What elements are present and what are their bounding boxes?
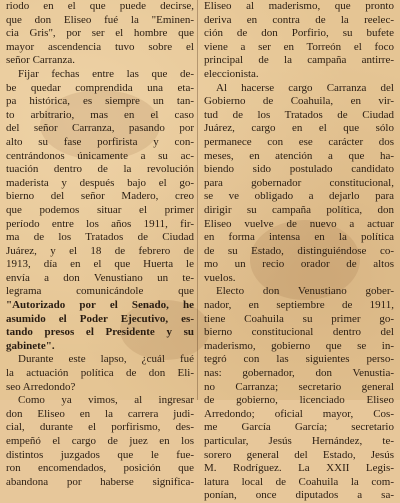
text-line: me García García; secretario [204, 421, 394, 434]
text-line: Electo don Venustiano gober- [216, 285, 394, 298]
text-line: Juárez, cargo en el que sólo [204, 122, 394, 135]
text-line: que don Eliseo fué la "Eminen- [6, 13, 194, 26]
text-line: tando presos el Presidente y su [6, 326, 194, 339]
text-line: meses, en atención a que ha- [204, 149, 394, 162]
text-line: particular, Jesús Hernández, te- [204, 435, 394, 447]
text-line: señor Carranza. [6, 54, 76, 67]
text-line: cia Gris", por ser el hombre que [6, 27, 194, 40]
text-line: principal de la campaña antirre- [204, 54, 394, 67]
text-line: Como ya vimos, al ingresar [18, 394, 194, 407]
text-line: tuación dentro de la revolución [6, 163, 194, 176]
text-line: que podemos situar el primer [6, 203, 194, 216]
text-line: Gobierno de Coahuila, en vir- [204, 95, 394, 108]
text-line: para gobernador constitucional, [204, 176, 394, 189]
text-line: be quedar comprendida una eta- [6, 81, 194, 94]
text-line: riodo en el que puede decirse, [6, 0, 194, 12]
text-line: la actuación política de don Eli- [6, 367, 194, 380]
text-line: de su Estado, distinguiéndose co- [204, 244, 394, 257]
text-line: Arredondo; oficial mayor, Cos- [204, 407, 394, 420]
left-text-column [6, 0, 194, 489]
text-line: Eliseo al maderismo, que pronto [204, 0, 394, 12]
text-line: Fijar fechas entre las que de- [18, 67, 194, 80]
text-line: pa histórica, es siempre un tan- [6, 95, 194, 108]
text-line: período entre los años 1911, fir- [6, 217, 194, 230]
text-line: "Autorizado por el Senado, he [6, 299, 194, 312]
right-text-column [204, 0, 394, 503]
text-line: ron encomendados, posición que [6, 462, 194, 475]
text-line: Juárez, y el 18 de febrero de [6, 244, 194, 257]
text-line: de gobierno, licenciado Eliseo [204, 394, 394, 407]
text-line: ción de don Porfirio, su bufete [204, 27, 394, 40]
text-line: cial, durante el porfirismo, des- [6, 421, 194, 434]
text-line: eleccionista. [204, 67, 259, 80]
text-line: tud de los Tratados de Ciudad [204, 108, 394, 121]
text-line: no Carranza; secretario general [204, 380, 394, 393]
text-line: maderista y después bajo el go- [6, 176, 194, 189]
text-line: alto su fase porfirista y con- [6, 135, 194, 148]
text-line: se ve obligado a dejarlo para [204, 190, 394, 203]
text-line: to arbitrario, mas en el caso [6, 108, 194, 121]
text-line: viene a ser en Torreón el foco [204, 40, 394, 53]
text-line: latura local de Coahuila la com- [204, 475, 394, 488]
text-line: deriva en contra de la reelec- [204, 13, 394, 26]
text-line: seo Arredondo? [6, 380, 76, 393]
text-line: legrama comunicándole que [6, 285, 194, 298]
text-line: biendo sido postulado candidato [204, 163, 394, 176]
text-line: Eliseo vuelve de nuevo a actuar [204, 217, 394, 230]
text-line: permanece con ese carácter dos [204, 135, 394, 148]
text-line: Al hacerse cargo Carranza del [216, 81, 394, 94]
text-line: maderismo, gobierno que se in- [204, 339, 394, 352]
column-divider [197, 0, 198, 400]
text-line: mayor ascendencia tuvo sobre el [6, 40, 194, 53]
text-line: don Eliseo en la carrera judi- [6, 407, 194, 420]
text-line: Durante este lapso, ¿cuál fué [18, 353, 194, 366]
text-line: sorero general del Estado, Jesús [204, 448, 394, 461]
text-line: ponían, once diputados a sa- [204, 489, 394, 502]
text-line: vuelos. [204, 271, 236, 284]
text-line: nas: gobernador, don Venustia- [204, 367, 394, 380]
text-line: centrándonos únicamente a su ac- [6, 149, 194, 162]
text-line: tiene Coahuila su primer go- [204, 312, 394, 325]
text-line: bierno del señor Madero, creo [6, 190, 194, 203]
text-line: M. Rodríguez. La XXII Legis- [204, 462, 394, 475]
text-line: ma de los Tratados de Ciudad [6, 231, 194, 244]
text-line: abandona por haberse significa- [6, 475, 194, 488]
text-line: dirigir su campaña política, don [204, 203, 394, 216]
text-line: distintos juzgados que le fue- [6, 448, 194, 461]
text-line: empeñó el cargo de juez en los [6, 435, 194, 447]
text-line: tegró con las siguientes perso- [204, 353, 394, 366]
text-line: gabinete". [6, 339, 55, 352]
text-line: mo un recio orador de altos [204, 258, 394, 271]
text-line: 1913, día en el que Huerta le [6, 258, 194, 271]
text-line: bierno constitucional dentro del [204, 326, 394, 339]
text-line: del señor Carranza, pasando por [6, 122, 194, 135]
text-line: envía a don Venustiano un te- [6, 271, 194, 284]
text-line: en forma intensa en la política [204, 231, 394, 244]
text-line: nador, en septiembre de 1911, [204, 299, 394, 312]
text-line: asumido el Poder Ejecutivo, es- [6, 312, 194, 325]
